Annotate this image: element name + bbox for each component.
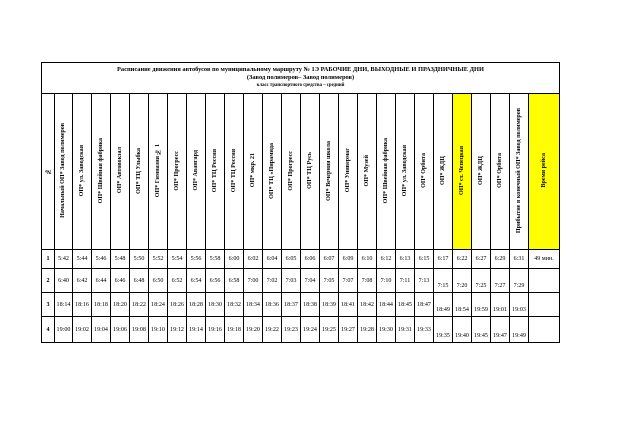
row-number: 2 [42,269,55,293]
time-cell: 5:56 [187,250,206,269]
table-row [42,250,560,269]
row-number: 1 [42,250,55,269]
stop-header: ОП* Универмаг [339,94,358,250]
time-cell: 19:49 [510,317,529,343]
time-cell: 6:46 [111,269,130,293]
trip-time-header: Время рейса [529,94,560,250]
time-cell: 19:03 [510,293,529,317]
time-cell: 19:02 [73,317,92,343]
time-cell: 18:30 [206,293,225,317]
time-cell: 18:54 [453,293,472,317]
time-cell: 18:22 [130,293,149,317]
number-header: № [42,94,55,250]
time-cell: 19:23 [282,317,301,343]
time-cell: 7:08 [358,269,377,293]
time-cell: 19:45 [472,317,491,343]
time-cell: 7:03 [282,269,301,293]
time-cell: 7:20 [453,269,472,293]
time-cell: 19:22 [263,317,282,343]
stop-header: ОП* мкр. 21 [244,94,263,250]
time-cell: 6:00 [225,250,244,269]
time-cell: 18:20 [111,293,130,317]
time-cell: 7:00 [244,269,263,293]
time-cell: 18:36 [263,293,282,317]
time-cell: 19:27 [339,317,358,343]
time-cell: 19:16 [206,317,225,343]
time-cell: 19:20 [244,317,263,343]
trip-time-cell [529,269,560,293]
time-cell: 6:31 [510,250,529,269]
stop-header: ОП* ТЦ Россия [225,94,244,250]
time-cell: 19:24 [301,317,320,343]
time-cell: 18:14 [55,293,73,317]
trip-time-cell [529,317,560,343]
time-cell: 7:10 [377,269,396,293]
time-cell: 6:17 [434,250,453,269]
stop-header: ОП* ТЦ Русь [301,94,320,250]
time-cell: 6:10 [358,250,377,269]
time-cell: 6:13 [396,250,415,269]
stop-header: ОП* Авангард [187,94,206,250]
time-cell: 7:05 [320,269,339,293]
time-cell: 19:08 [130,317,149,343]
time-cell: 19:18 [225,317,244,343]
table-row [42,317,560,343]
time-cell: 6:29 [491,250,510,269]
schedule-sheet [41,62,560,343]
time-cell: 5:58 [206,250,225,269]
time-cell: 19:12 [168,317,187,343]
time-cell: 5:42 [55,250,73,269]
time-cell: 18:34 [244,293,263,317]
time-cell: 6:15 [415,250,434,269]
stop-header: ОП* ст. Чепецкая [453,94,472,250]
stop-header: ОП* Орбита [491,94,510,250]
title-line-2: (Завод полимеров– Завод полимеров) [246,74,355,81]
row-number: 3 [42,293,55,317]
time-cell: 18:38 [301,293,320,317]
time-cell: 19:04 [92,317,111,343]
time-cell: 18:42 [358,293,377,317]
stop-header: ОП* Гимназия № 1 [149,94,168,250]
stop-header: ОП* ЖДЦ [434,94,453,250]
time-cell: 6:06 [301,250,320,269]
time-cell: 6:56 [206,269,225,293]
time-cell: 7:11 [396,269,415,293]
time-cell: 6:27 [472,250,491,269]
title-line-1: Расписание движения автобусов по муниципальному маршруту № 1Э РАБОЧИЕ ДНИ, ВЫХОДНЫЕ И ПРАЗДНИЧНЫЕ ДНИ [117,66,484,73]
time-cell: 6:44 [92,269,111,293]
stop-header: ОП* ТЦ Россия [206,94,225,250]
time-cell: 7:29 [510,269,529,293]
time-cell: 5:52 [149,250,168,269]
time-cell: 19:59 [472,293,491,317]
table-row [42,269,560,293]
stop-header: ОП* Музей [358,94,377,250]
stop-header: ОП* Прогресс [282,94,301,250]
time-cell: 5:48 [111,250,130,269]
time-cell: 18:47 [415,293,434,317]
time-cell: 19:33 [415,317,434,343]
stop-header: ОП* ТЦ Улыбка [130,94,149,250]
time-cell: 18:26 [168,293,187,317]
stop-header: ОП* Орбита [415,94,434,250]
time-cell: 19:31 [396,317,415,343]
time-cell: 7:15 [434,269,453,293]
time-cell: 5:50 [130,250,149,269]
time-cell: 6:04 [263,250,282,269]
time-cell: 19:30 [377,317,396,343]
time-cell: 19:25 [320,317,339,343]
stop-header: ОП* Швейная фабрика [377,94,396,250]
time-cell: 19:06 [111,317,130,343]
time-cell: 18:37 [282,293,301,317]
time-cell: 6:54 [187,269,206,293]
time-cell: 6:50 [149,269,168,293]
time-cell: 7:25 [472,269,491,293]
stop-header: Прибытие в конечный ОП* Завод полимеров [510,94,529,250]
time-cell: 6:09 [339,250,358,269]
header-row [42,94,560,250]
time-cell: 6:40 [55,269,73,293]
time-cell: 19:00 [55,317,73,343]
time-cell: 6:22 [453,250,472,269]
stop-header: ОП* ул. Заводская [73,94,92,250]
time-cell: 19:14 [187,317,206,343]
time-cell: 5:44 [73,250,92,269]
title-line-3: класс транспортного средства – средний [256,83,345,88]
time-cell: 5:54 [168,250,187,269]
time-cell: 18:18 [92,293,111,317]
stop-header: ОП* ул. Заводская [396,94,415,250]
stop-header: ОП* Вечерняя школа [320,94,339,250]
time-cell: 19:01 [491,293,510,317]
time-cell: 7:27 [491,269,510,293]
time-cell: 18:41 [339,293,358,317]
time-cell: 19:10 [149,317,168,343]
time-cell: 18:16 [73,293,92,317]
time-cell: 6:12 [377,250,396,269]
time-cell: 6:48 [130,269,149,293]
stop-header: ОП* ТЦ «Пирамида [263,94,282,250]
row-number: 4 [42,317,55,343]
stop-header: ОП* Прогресс [168,94,187,250]
time-cell: 5:46 [92,250,111,269]
time-cell: 6:05 [282,250,301,269]
time-cell: 6:02 [244,250,263,269]
time-cell: 18:32 [225,293,244,317]
time-cell: 7:13 [415,269,434,293]
time-cell: 19:28 [358,317,377,343]
table-row [42,293,560,317]
time-cell: 19:35 [434,317,453,343]
time-cell: 18:45 [396,293,415,317]
stop-header: ОП* ЖДЦ [472,94,491,250]
time-cell: 6:58 [225,269,244,293]
time-cell: 7:02 [263,269,282,293]
time-cell: 19:47 [491,317,510,343]
time-cell: 18:49 [434,293,453,317]
schedule-title [42,63,560,94]
stop-header: ОП* Швейная фабрика [92,94,111,250]
stop-header: ОП* Автовокзал [111,94,130,250]
time-cell: 18:28 [187,293,206,317]
time-cell: 7:07 [339,269,358,293]
time-cell: 18:24 [149,293,168,317]
time-cell: 7:04 [301,269,320,293]
time-cell: 6:52 [168,269,187,293]
schedule-table [41,62,560,343]
stop-header: Начальный ОП* Завод полимеров [55,94,73,250]
trip-time-cell: 49 мин. [529,250,560,269]
time-cell: 6:07 [320,250,339,269]
time-cell: 6:42 [73,269,92,293]
time-cell: 19:40 [453,317,472,343]
trip-time-cell [529,293,560,317]
time-cell: 18:39 [320,293,339,317]
time-cell: 18:44 [377,293,396,317]
